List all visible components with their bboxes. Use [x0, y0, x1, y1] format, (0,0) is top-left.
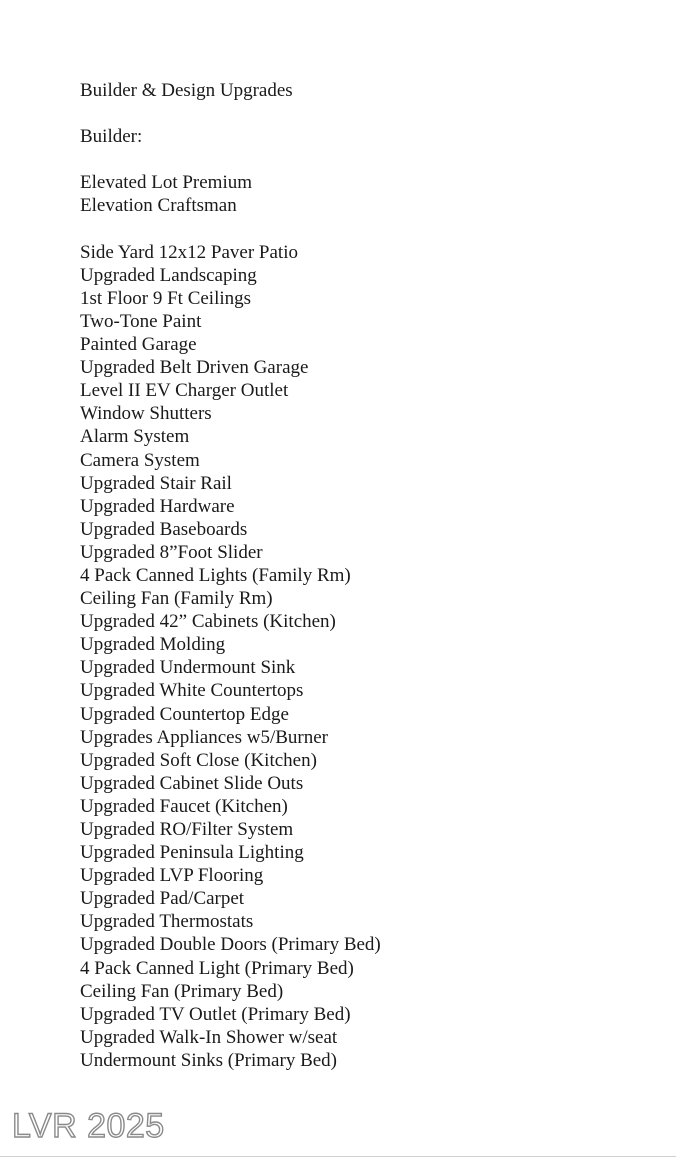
list-item: Upgraded Peninsula Lighting: [80, 842, 304, 864]
list-item: Upgraded Stair Rail: [80, 472, 232, 494]
list-item: Two-Tone Paint: [80, 310, 202, 332]
list-item: Upgraded Molding: [80, 634, 226, 656]
list-item: Upgraded Thermostats: [80, 911, 254, 933]
upgrades-document: [80, 79, 640, 1072]
list-item: Ceiling Fan (Primary Bed): [80, 980, 284, 1002]
list-item: Upgraded Cabinet Slide Outs: [80, 772, 304, 794]
upgrade-group-premiums: [80, 171, 640, 217]
bottom-divider: [0, 1156, 676, 1157]
list-item: Upgraded Pad/Carpet: [80, 888, 245, 910]
list-item: Upgraded RO/Filter System: [80, 819, 294, 840]
list-item: Upgraded Undermount Sink: [80, 657, 296, 679]
list-item: Side Yard 12x12 Paver Patio: [80, 241, 298, 263]
list-item: Camera System: [80, 449, 200, 471]
upgrade-group-features: [80, 241, 640, 1072]
list-item: Upgraded Soft Close (Kitchen): [80, 749, 317, 771]
list-item: 4 Pack Canned Lights (Family Rm): [80, 564, 351, 586]
list-item: Upgraded Double Doors (Primary Bed): [80, 934, 381, 956]
list-item: Upgraded Belt Driven Garage: [80, 357, 309, 379]
list-item: Upgraded White Countertops: [80, 680, 304, 702]
list-item: Upgraded TV Outlet (Primary Bed): [80, 1003, 351, 1025]
list-item: 1st Floor 9 Ft Ceilings: [80, 287, 252, 309]
list-item: Upgraded Walk-In Shower w/seat: [80, 1026, 338, 1048]
watermark: LVR 2025: [12, 1107, 165, 1145]
document-title: Builder & Design Upgrades: [80, 80, 293, 101]
list-item: 4 Pack Canned Light (Primary Bed): [80, 957, 354, 979]
list-item: Upgraded LVP Flooring: [80, 865, 264, 887]
list-item: Upgraded Baseboards: [80, 518, 248, 540]
list-item: Painted Garage: [80, 334, 197, 356]
list-item: Ceiling Fan (Family Rm): [80, 588, 273, 610]
list-item: Level II EV Charger Outlet: [80, 380, 289, 402]
list-item: Upgraded 42” Cabinets (Kitchen): [80, 611, 336, 633]
list-item: Elevation Craftsman: [80, 195, 237, 217]
list-item: Upgraded Faucet (Kitchen): [80, 795, 288, 817]
list-item: Upgraded Countertop Edge: [80, 703, 289, 725]
list-item: Upgraded Landscaping: [80, 264, 257, 286]
list-item: Alarm System: [80, 426, 190, 448]
list-item: Elevated Lot Premium: [80, 172, 253, 194]
list-item: Window Shutters: [80, 403, 212, 425]
list-item: Undermount Sinks (Primary Bed): [80, 1049, 338, 1071]
list-item: Upgraded 8”Foot Slider: [80, 541, 263, 563]
list-item: Upgraded Hardware: [80, 495, 235, 517]
list-item: Upgrades Appliances w5/Burner: [80, 726, 328, 748]
section-label: Builder:: [80, 126, 143, 148]
